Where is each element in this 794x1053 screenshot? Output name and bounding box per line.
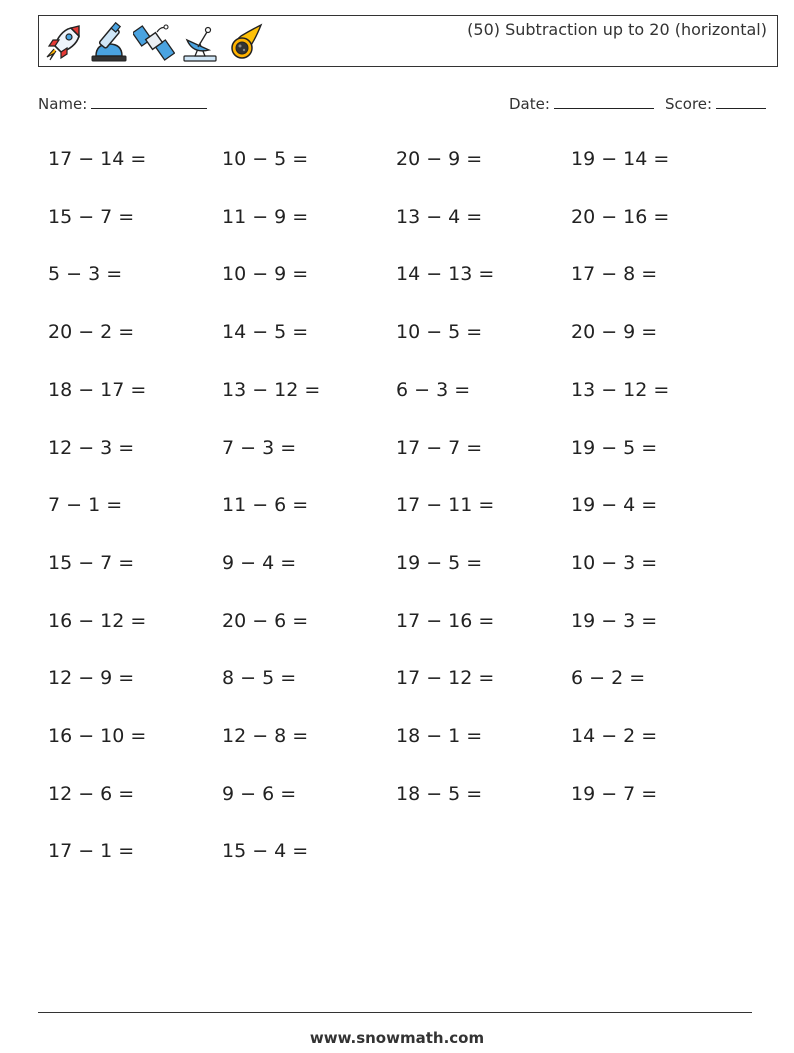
worksheet-title: (50) Subtraction up to 20 (horizontal) bbox=[467, 20, 767, 39]
problem-item: 17 − 16 = bbox=[396, 610, 495, 632]
problem-item: 14 − 2 = bbox=[571, 725, 658, 747]
problem-item: 20 − 9 = bbox=[571, 321, 658, 343]
footer-divider bbox=[38, 1012, 752, 1013]
problem-item: 15 − 4 = bbox=[222, 840, 309, 862]
problem-item: 17 − 12 = bbox=[396, 667, 495, 689]
worksheet-header bbox=[38, 15, 778, 67]
name-field bbox=[38, 94, 207, 113]
problem-item: 13 − 4 = bbox=[396, 206, 483, 228]
problem-item: 19 − 7 = bbox=[571, 783, 658, 805]
score-blank[interactable] bbox=[716, 94, 766, 109]
date-label: Date: bbox=[509, 95, 550, 113]
problem-item: 10 − 3 = bbox=[571, 552, 658, 574]
problem-item: 17 − 8 = bbox=[571, 263, 658, 285]
problem-item: 11 − 6 = bbox=[222, 494, 309, 516]
problem-item: 17 − 7 = bbox=[396, 437, 483, 459]
problem-item: 12 − 9 = bbox=[48, 667, 135, 689]
problem-item: 19 − 3 = bbox=[571, 610, 658, 632]
comet-icon bbox=[225, 20, 267, 64]
name-label: Name: bbox=[38, 95, 88, 113]
rocket-icon bbox=[41, 20, 83, 64]
problem-item: 20 − 16 = bbox=[571, 206, 670, 228]
header-icons bbox=[41, 19, 267, 65]
problem-item: 13 − 12 = bbox=[571, 379, 670, 401]
problem-item: 19 − 5 = bbox=[396, 552, 483, 574]
problem-item: 10 − 5 = bbox=[222, 148, 309, 170]
problem-item: 13 − 12 = bbox=[222, 379, 321, 401]
problem-item: 20 − 6 = bbox=[222, 610, 309, 632]
problem-item: 10 − 9 = bbox=[222, 263, 309, 285]
problem-item: 17 − 11 = bbox=[396, 494, 495, 516]
problem-item: 18 − 17 = bbox=[48, 379, 147, 401]
telescope-icon bbox=[87, 20, 129, 64]
problem-item: 15 − 7 = bbox=[48, 206, 135, 228]
problem-item: 5 − 3 = bbox=[48, 263, 123, 285]
problem-item: 19 − 4 = bbox=[571, 494, 658, 516]
problem-item: 18 − 5 = bbox=[396, 783, 483, 805]
problem-item: 9 − 4 = bbox=[222, 552, 297, 574]
problem-item: 7 − 1 = bbox=[48, 494, 123, 516]
problem-item: 11 − 9 = bbox=[222, 206, 309, 228]
name-blank[interactable] bbox=[91, 94, 207, 109]
problem-item: 16 − 10 = bbox=[48, 725, 147, 747]
satellite-icon bbox=[133, 20, 175, 64]
date-field bbox=[509, 94, 654, 113]
problem-item: 6 − 3 = bbox=[396, 379, 471, 401]
problem-item: 19 − 5 = bbox=[571, 437, 658, 459]
score-field bbox=[665, 94, 766, 113]
problem-item: 20 − 9 = bbox=[396, 148, 483, 170]
footer-site: www.snowmath.com bbox=[309, 1029, 485, 1047]
problem-item: 12 − 8 = bbox=[222, 725, 309, 747]
problem-item: 14 − 5 = bbox=[222, 321, 309, 343]
problem-item: 17 − 14 = bbox=[48, 148, 147, 170]
problem-item: 14 − 13 = bbox=[396, 263, 495, 285]
problem-item: 7 − 3 = bbox=[222, 437, 297, 459]
problem-item: 9 − 6 = bbox=[222, 783, 297, 805]
problem-item: 8 − 5 = bbox=[222, 667, 297, 689]
problem-item: 10 − 5 = bbox=[396, 321, 483, 343]
problem-item: 15 − 7 = bbox=[48, 552, 135, 574]
problem-item: 12 − 6 = bbox=[48, 783, 135, 805]
problem-item: 17 − 1 = bbox=[48, 840, 135, 862]
problem-item: 18 − 1 = bbox=[396, 725, 483, 747]
problem-item: 6 − 2 = bbox=[571, 667, 646, 689]
score-label: Score: bbox=[665, 95, 713, 113]
problem-item: 12 − 3 = bbox=[48, 437, 135, 459]
date-blank[interactable] bbox=[554, 94, 654, 109]
problem-item: 19 − 14 = bbox=[571, 148, 670, 170]
problem-item: 20 − 2 = bbox=[48, 321, 135, 343]
satellite-dish-icon bbox=[179, 20, 221, 64]
problem-item: 16 − 12 = bbox=[48, 610, 147, 632]
